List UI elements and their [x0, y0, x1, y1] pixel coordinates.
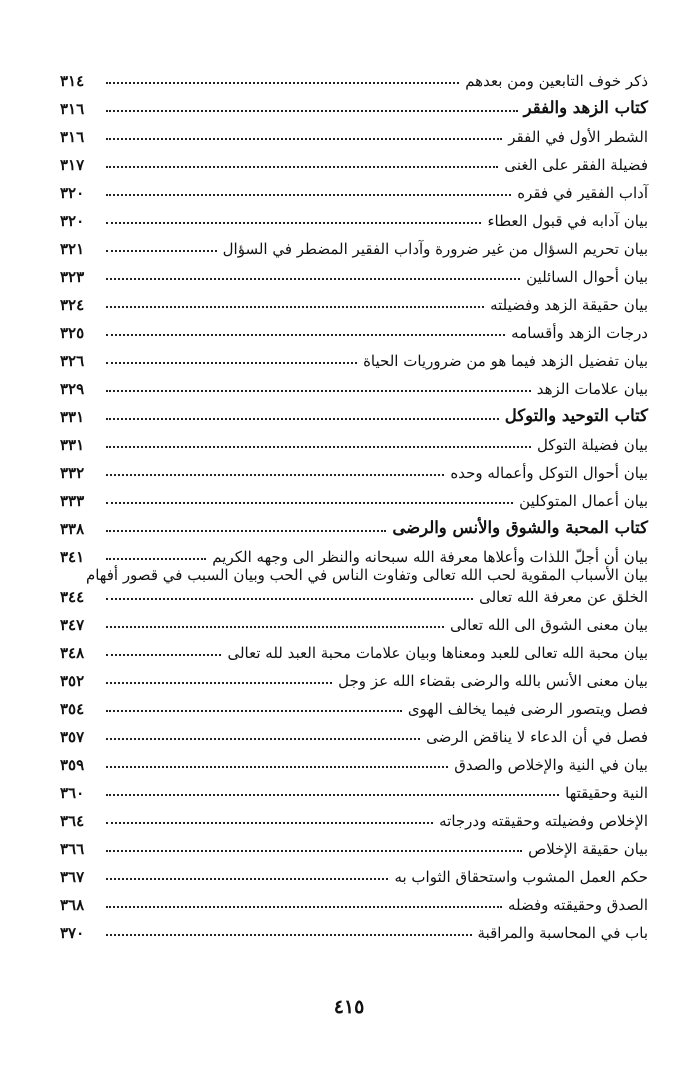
- dot-leader: [106, 850, 522, 852]
- toc-entry-title: الخلق عن معرفة الله تعالى: [479, 588, 648, 606]
- dot-leader: [106, 738, 420, 740]
- toc-entry-title-line1: بيان الأسباب المقوية لحب الله تعالى وتفاوت الناس في الحب وبيان السبب في قصور أفهام: [85, 566, 648, 584]
- toc-entry-title: باب في المحاسبة والمراقبة: [477, 924, 648, 942]
- toc-entry-page: ٣١٧: [60, 156, 85, 174]
- toc-entry-page: ٣١٦: [60, 128, 85, 146]
- toc-entry: [60, 662, 648, 690]
- dot-leader: [106, 558, 206, 560]
- toc-entry-title: الإخلاص وفضيلته وحقيقته ودرجاته: [439, 812, 648, 830]
- toc-entry-title: الشطر الأول في الفقر: [508, 128, 648, 146]
- dot-leader: [106, 334, 505, 336]
- toc-entry: [60, 314, 648, 342]
- page-number: ٤١٥: [333, 996, 365, 1018]
- dot-leader: [106, 794, 559, 796]
- dot-leader: [106, 530, 386, 532]
- dot-leader: [106, 110, 518, 112]
- toc-entry-title: كتاب التوحيد والتوكل: [504, 406, 648, 426]
- dot-leader: [106, 222, 481, 224]
- toc-entry-title: بيان أحوال السائلين: [526, 268, 648, 286]
- dot-leader: [106, 474, 444, 476]
- toc-entry-title: بيان معنى الأنس بالله والرضى بقضاء الله عز وجل: [338, 672, 648, 690]
- toc-entry: [60, 286, 648, 314]
- toc-entry: [60, 146, 648, 174]
- dot-leader: [106, 306, 484, 308]
- toc-entry-page: ٣٤١: [60, 548, 85, 566]
- toc-entry: [60, 886, 648, 914]
- toc-entry-page: ٣٥٤: [60, 700, 85, 718]
- toc-entry-title: بيان أن أجلّ اللذات وأعلاها معرفة الله سبحانه والنظر الى وجهه الكريم: [212, 548, 648, 566]
- toc-entry: [60, 454, 648, 482]
- toc-entry: [60, 690, 648, 718]
- toc-entry-page: ٣٦٨: [60, 896, 85, 914]
- toc-entry-title: درجات الزهد وأقسامه: [511, 324, 648, 342]
- toc-entry-title: بيان معنى الشوق الى الله تعالى: [450, 616, 648, 634]
- toc-entry: [60, 202, 648, 230]
- toc-entry-page: ٣٦٧: [60, 868, 85, 886]
- toc-entry-title: ذكر خوف التابعين ومن بعدهم: [465, 72, 648, 90]
- toc-entry-page: ٣٢٠: [60, 184, 85, 202]
- toc-entry-title: حكم العمل المشوب واستحقاق الثواب به: [394, 868, 648, 886]
- toc-entry: [60, 370, 648, 398]
- toc-entry-title: آداب الفقير في فقره: [517, 184, 648, 202]
- toc-entry-page: ٣٤٧: [60, 616, 85, 634]
- toc-entry-title: بيان علامات الزهد: [536, 380, 648, 398]
- toc-entry-page: ٣١٤: [60, 72, 85, 90]
- toc-entry-page: ٣٣١: [60, 408, 85, 426]
- toc-entry-title: بيان حقيقة الإخلاص: [528, 840, 648, 858]
- toc-entry: [60, 774, 648, 802]
- toc-entry-page: ٣٣٣: [60, 492, 85, 510]
- toc-entry-title: بيان فضيلة التوكل: [536, 436, 648, 454]
- dot-leader: [106, 82, 459, 84]
- toc-entry-title: بيان تفضيل الزهد فيما هو من ضروريات الحياة: [363, 352, 648, 370]
- toc-entry-page: ٣٢٥: [60, 324, 85, 342]
- toc-entry: [60, 858, 648, 886]
- toc-entry: [60, 258, 648, 286]
- dot-leader: [106, 250, 217, 252]
- toc-entry-page: ٣٢٣: [60, 268, 85, 286]
- toc-entry: [60, 62, 648, 90]
- toc-section-heading: [60, 510, 648, 538]
- dot-leader: [106, 446, 531, 448]
- toc-entry: [60, 230, 648, 258]
- toc-entry-page: ٣١٦: [60, 100, 85, 118]
- toc-entry: [60, 482, 648, 510]
- dot-leader: [106, 390, 531, 392]
- toc-entry-title: بيان في النية والإخلاص والصدق: [454, 756, 648, 774]
- dot-leader: [106, 362, 357, 364]
- toc-entry-title: كتاب الزهد والفقر: [523, 98, 648, 118]
- dot-leader: [106, 878, 388, 880]
- toc-entry-title: بيان آدابه في قبول العطاء: [487, 212, 648, 230]
- toc-entry: [60, 118, 648, 146]
- toc-entry-page: ٣٤٨: [60, 644, 85, 662]
- toc-entry-page: ٣٧٠: [60, 924, 85, 942]
- dot-leader: [106, 194, 511, 196]
- toc-entry-title: بيان أعمال المتوكلين: [519, 492, 648, 510]
- toc-entry-page: ٣٢١: [60, 240, 85, 258]
- toc-entry-page: ٣٤٤: [60, 588, 85, 606]
- toc-entry: [60, 342, 648, 370]
- toc-entry-page: ٣٣٨: [60, 520, 85, 538]
- dot-leader: [106, 166, 498, 168]
- toc-entry: [60, 830, 648, 858]
- toc-entry: [60, 914, 648, 942]
- toc-entry-page: ٣٦٦: [60, 840, 85, 858]
- toc-entry-page: ٣٢٩: [60, 380, 85, 398]
- dot-leader: [106, 934, 472, 936]
- table-of-contents: [60, 62, 648, 942]
- toc-entry-title: بيان محبة الله تعالى للعبد ومعناها وبيان علامات محبة العبد لله تعالى: [227, 644, 648, 662]
- dot-leader: [106, 682, 332, 684]
- toc-entry-page: ٣٣١: [60, 436, 85, 454]
- dot-leader: [106, 654, 221, 656]
- dot-leader: [106, 822, 433, 824]
- toc-section-heading: [60, 90, 648, 118]
- toc-entry-title: كتاب المحبة والشوق والأنس والرضى: [392, 518, 648, 538]
- toc-entry-page: ٣٥٢: [60, 672, 85, 690]
- toc-entry-page: ٣٥٧: [60, 728, 85, 746]
- toc-entry-page: ٣٦٤: [60, 812, 85, 830]
- toc-entry-page: ٣٢٤: [60, 296, 85, 314]
- toc-entry: [60, 634, 648, 662]
- dot-leader: [106, 906, 502, 908]
- toc-entry: [60, 802, 648, 830]
- dot-leader: [106, 626, 444, 628]
- toc-entry-title: بيان حقيقة الزهد وفضيلته: [490, 296, 648, 314]
- toc-entry: [60, 426, 648, 454]
- dot-leader: [106, 138, 502, 140]
- toc-entry: [60, 566, 648, 606]
- toc-entry-page: ٣٥٩: [60, 756, 85, 774]
- toc-entry-page: ٣٢٦: [60, 352, 85, 370]
- dot-leader: [106, 278, 520, 280]
- dot-leader: [106, 710, 402, 712]
- dot-leader: [106, 502, 513, 504]
- toc-entry: [60, 538, 648, 566]
- toc-entry: [60, 606, 648, 634]
- toc-entry-page: ٣٣٢: [60, 464, 85, 482]
- toc-entry: [60, 174, 648, 202]
- toc-entry-title: فصل ويتصور الرضى فيما يخالف الهوى: [407, 700, 648, 718]
- toc-entry: [60, 746, 648, 774]
- toc-entry-title: بيان تحريم السؤال من غير ضرورة وآداب الفقير المضطر في السؤال: [222, 240, 648, 258]
- toc-entry-title: فضيلة الفقر على الغنى: [504, 156, 648, 174]
- dot-leader: [106, 598, 473, 600]
- dot-leader: [106, 766, 448, 768]
- toc-entry: [60, 718, 648, 746]
- toc-entry-title: الصدق وحقيقته وفضله: [507, 896, 648, 914]
- dot-leader: [106, 418, 499, 420]
- toc-section-heading: [60, 398, 648, 426]
- toc-entry-title: فصل في أن الدعاء لا يناقض الرضى: [426, 728, 648, 746]
- toc-entry-page: ٣٢٠: [60, 212, 85, 230]
- toc-entry-title: النية وحقيقتها: [565, 784, 648, 802]
- toc-entry-page: ٣٦٠: [60, 784, 85, 802]
- toc-entry-title: بيان أحوال التوكل وأعماله وحده: [450, 464, 648, 482]
